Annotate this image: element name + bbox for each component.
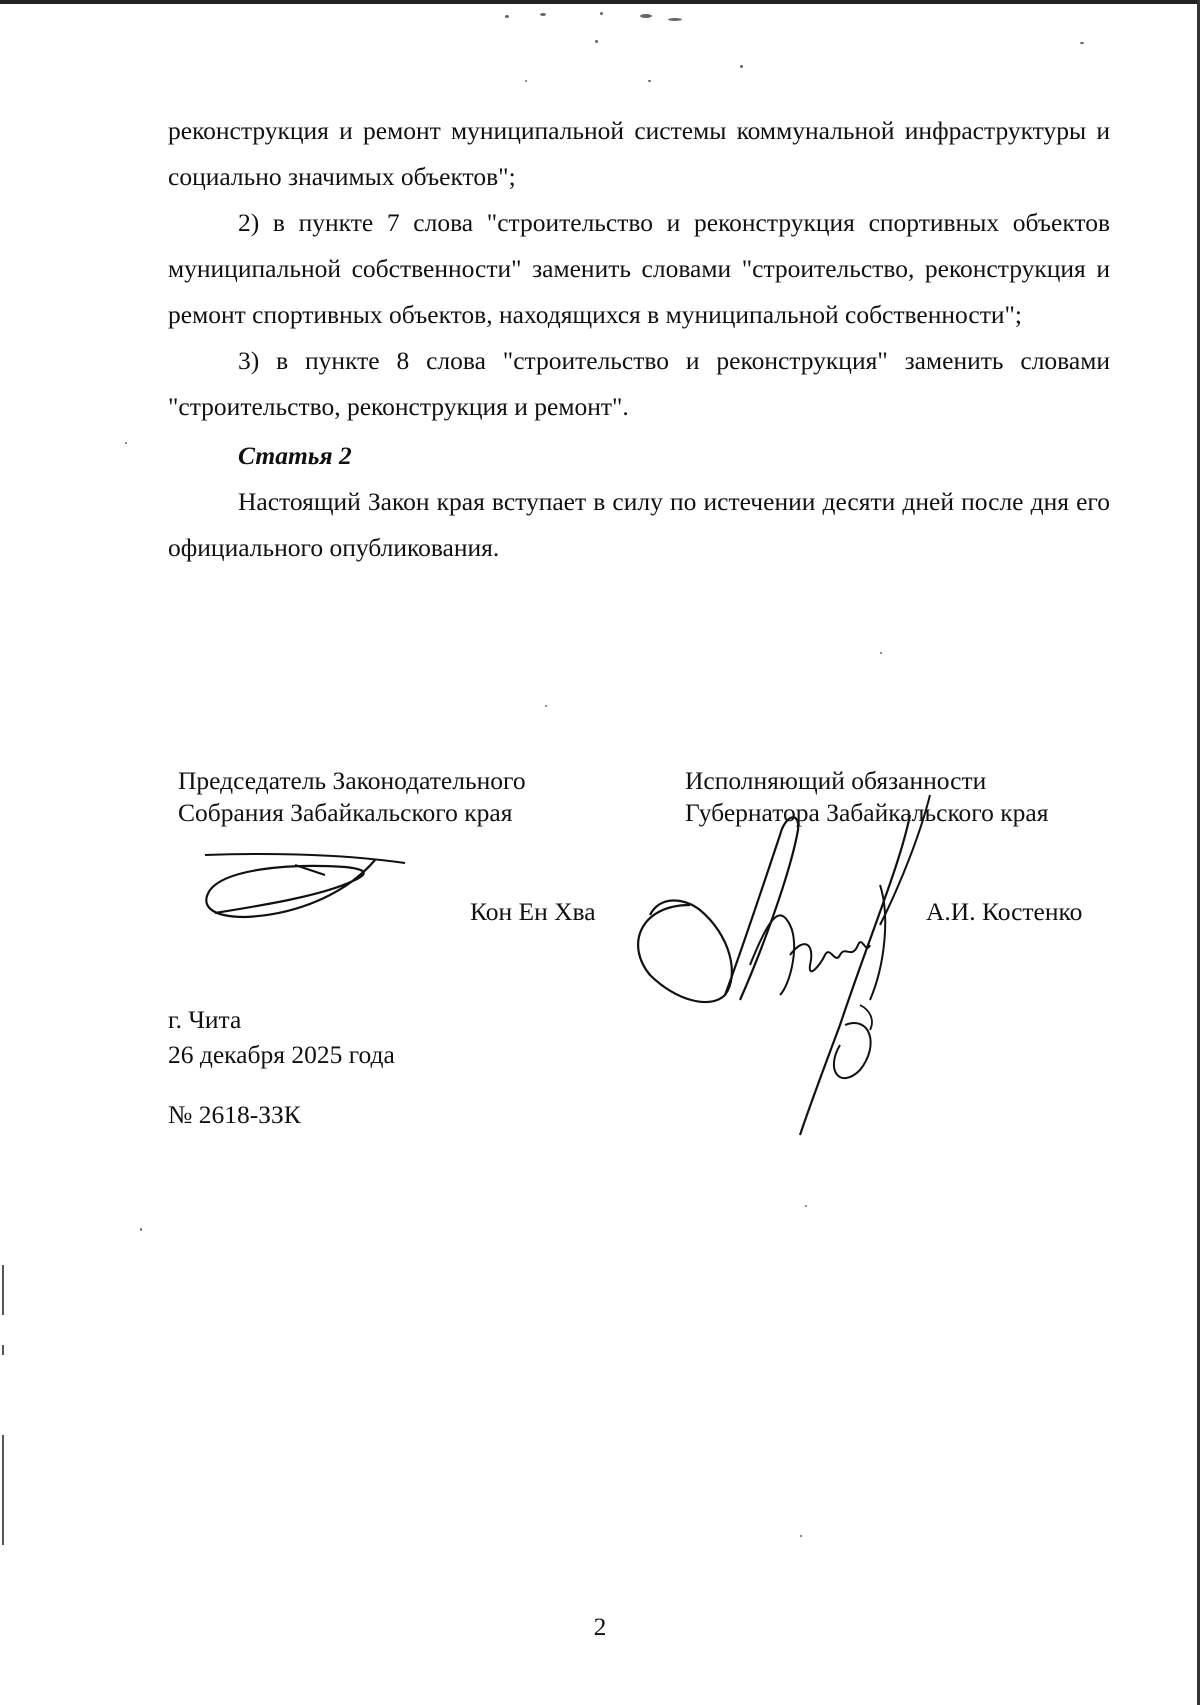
scan-speck xyxy=(805,1205,807,1207)
paragraph-item-2: 2) в пункте 7 слова "строительство и реконструкция спортивных объектов муниципальной собственности" заменить словами "строительство, реконструкция и ремонт спортивных объектов, находящихся в муниципальной собственности"; xyxy=(168,208,1110,329)
scan-speck xyxy=(800,1535,802,1537)
scan-speck xyxy=(740,65,743,68)
right-signatory-name: А.И. Костенко xyxy=(926,897,1083,926)
scan-speck xyxy=(595,40,598,43)
scan-left-mark xyxy=(2,1265,4,1315)
paragraph-item-3: 3) в пункте 8 слова "строительство и реконструкция" заменить словами "строительство, реконструкция и ремонт". xyxy=(168,346,1110,421)
left-title-line-1: Председатель Законодательного xyxy=(178,766,526,795)
scan-speck xyxy=(880,652,882,654)
city-name: г. Чита xyxy=(168,1005,242,1034)
scan-speck xyxy=(600,12,603,15)
article-2-text: Настоящий Закон края вступает в силу по истечении десяти дней после дня его официального опубликования. xyxy=(168,487,1110,562)
scan-left-mark xyxy=(2,1345,4,1355)
scan-speck xyxy=(125,442,127,444)
scan-speck xyxy=(525,80,527,82)
law-body-text xyxy=(168,108,1110,571)
scan-top-edge xyxy=(0,0,1200,4)
scan-left-mark xyxy=(2,1435,4,1545)
right-title-line-1: Исполняющий обязанности xyxy=(685,766,987,795)
scan-speck xyxy=(668,18,682,21)
left-signatory-title xyxy=(178,765,526,829)
scan-speck xyxy=(545,705,547,707)
scan-speck xyxy=(648,80,651,82)
right-title-line-2: Губернатора Забайкальского края xyxy=(685,798,1049,827)
scan-speck xyxy=(640,14,652,18)
left-title-line-2: Собрания Забайкальского края xyxy=(178,798,513,827)
right-handwritten-signature xyxy=(630,795,990,1135)
paragraph-continuation: реконструкция и ремонт муниципальной системы коммунальной инфраструктуры и социально значимых объектов"; xyxy=(168,116,1110,191)
signing-date: 26 декабря 2025 года xyxy=(168,1040,395,1069)
place-and-date xyxy=(168,1002,395,1072)
scan-speck xyxy=(540,13,546,16)
scan-speck xyxy=(505,15,509,18)
scan-speck xyxy=(1080,42,1084,44)
left-handwritten-signature xyxy=(195,845,415,925)
article-2-heading: Статья 2 xyxy=(238,441,352,470)
page-number: 2 xyxy=(593,1612,607,1641)
scan-speck xyxy=(140,1228,142,1231)
law-number: № 2618-ЗЗК xyxy=(168,1100,301,1129)
left-signatory-name: Кон Ен Хва xyxy=(470,897,596,926)
